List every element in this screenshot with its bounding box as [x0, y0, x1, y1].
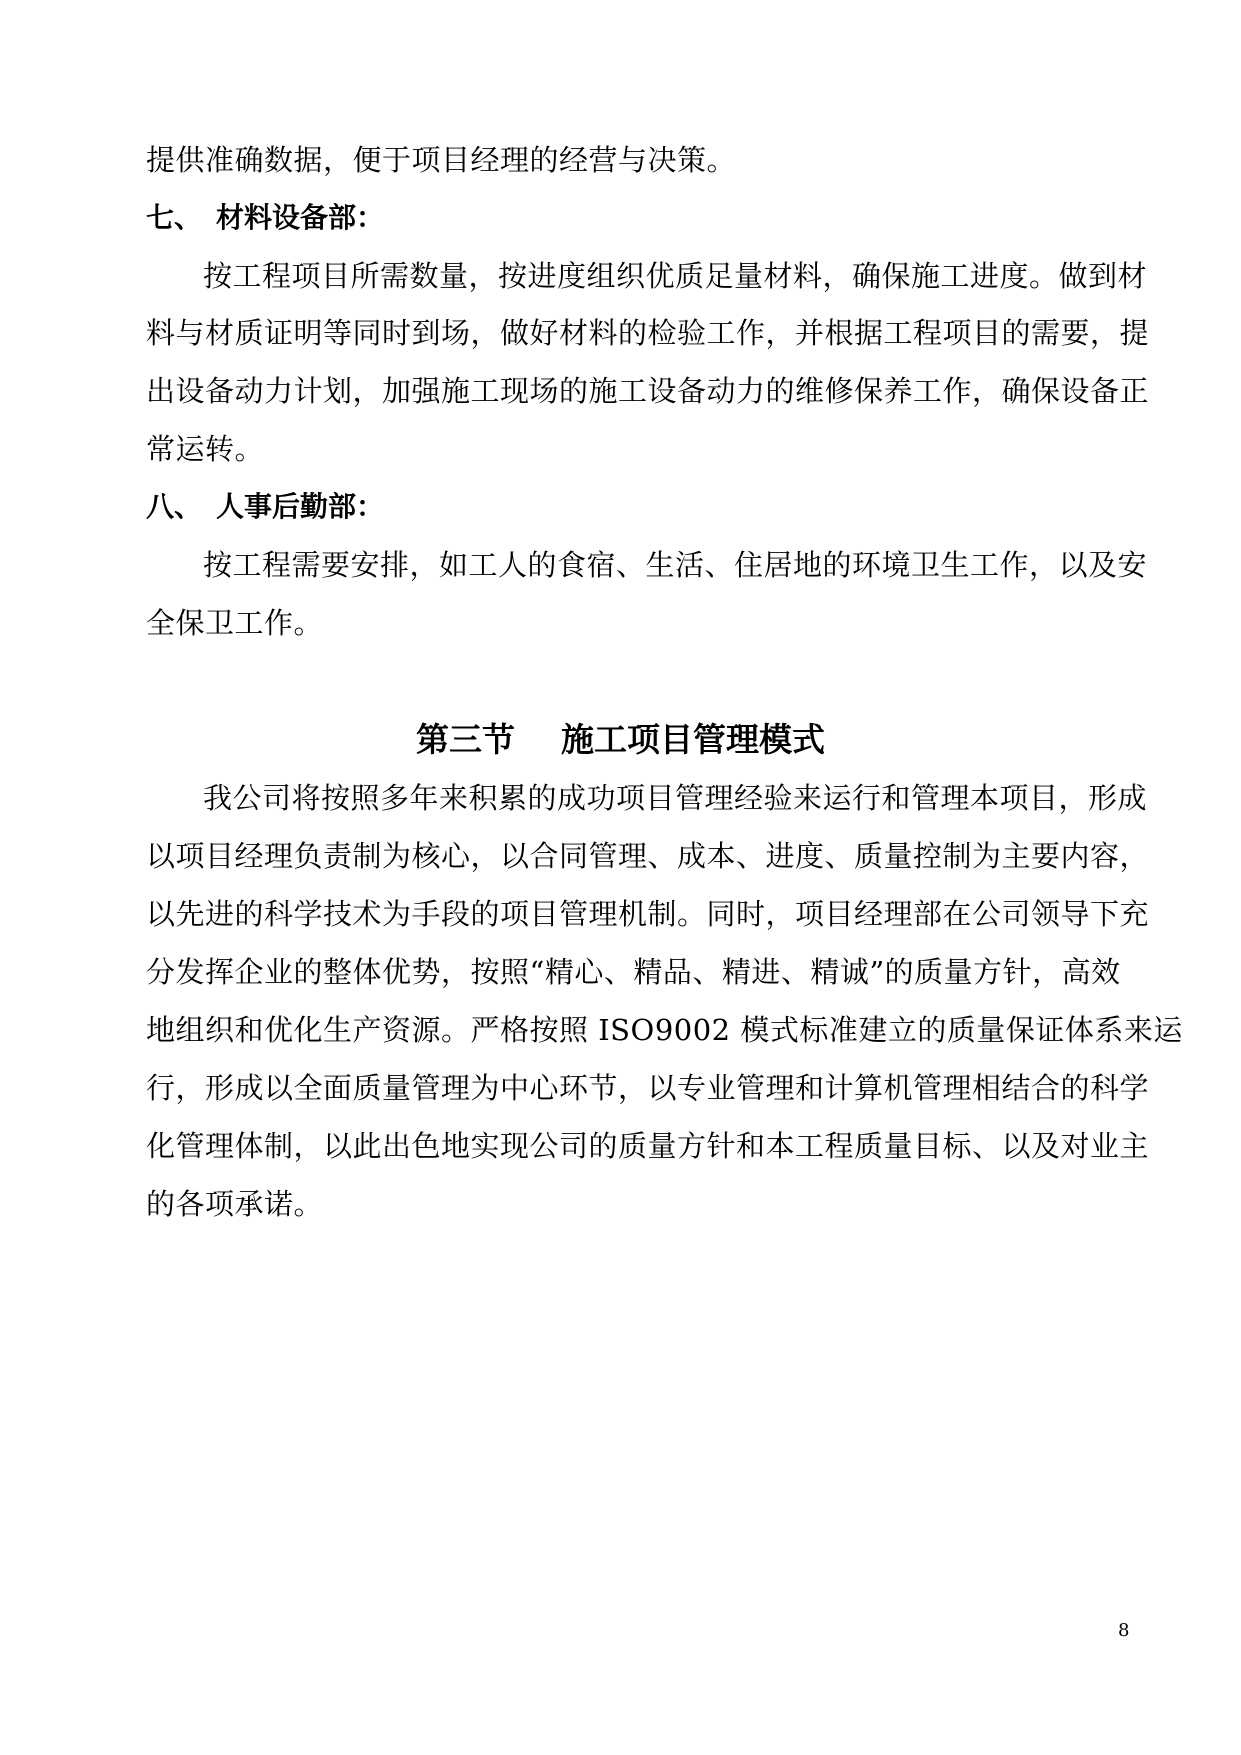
section-title: 第三节 施工项目管理模式 — [416, 720, 825, 759]
section-heading-text: 材料设备部： — [216, 201, 385, 234]
paragraph-line: 地组织和优化生产资源。严格按照 ISO9002 模式标准建立的质量保证体系来运 — [146, 1013, 1183, 1047]
paragraph-line: 的各项承诺。 — [146, 1187, 324, 1221]
paragraph-line: 料与材质证明等同时到场，做好材料的检验工作，并根据工程项目的需要，提 — [146, 316, 1150, 350]
paragraph-line: 按工程项目所需数量，按进度组织优质足量材料，确保施工进度。做到材 — [203, 259, 1148, 293]
section-number: 八、 — [146, 490, 203, 523]
section-heading-text: 人事后勤部： — [216, 490, 385, 523]
paragraph-line: 化管理体制，以此出色地实现公司的质量方针和本工程质量目标、以及对业主 — [146, 1129, 1150, 1163]
page-number: 8 — [1118, 1620, 1130, 1641]
paragraph-line: 行，形成以全面质量管理为中心环节，以专业管理和计算机管理相结合的科学 — [146, 1071, 1150, 1105]
section-heading-materials — [146, 198, 384, 238]
paragraph-line: 以先进的科学技术为手段的项目管理机制。同时，项目经理部在公司领导下充 — [146, 897, 1150, 931]
paragraph-line: 分发挥企业的整体优势，按照“精心、精品、精进、精诚”的质量方针，高效 — [146, 955, 1121, 989]
paragraph-line: 按工程需要安排，如工人的食宿、生活、住居地的环境卫生工作，以及安 — [203, 548, 1148, 582]
paragraph-line: 提供准确数据，便于项目经理的经营与决策。 — [146, 143, 737, 177]
paragraph-line: 常运转。 — [146, 432, 265, 466]
paragraph-line: 以项目经理负责制为核心，以合同管理、成本、进度、质量控制为主要内容， — [146, 839, 1150, 873]
section-heading-hr-logistics — [146, 487, 384, 527]
paragraph-line: 全保卫工作。 — [146, 606, 324, 640]
paragraph-line: 出设备动力计划，加强施工现场的施工设备动力的维修保养工作，确保设备正 — [146, 374, 1150, 408]
paragraph-line: 我公司将按照多年来积累的成功项目管理经验来运行和管理本项目，形成 — [203, 781, 1148, 815]
section-number: 七、 — [146, 201, 203, 234]
